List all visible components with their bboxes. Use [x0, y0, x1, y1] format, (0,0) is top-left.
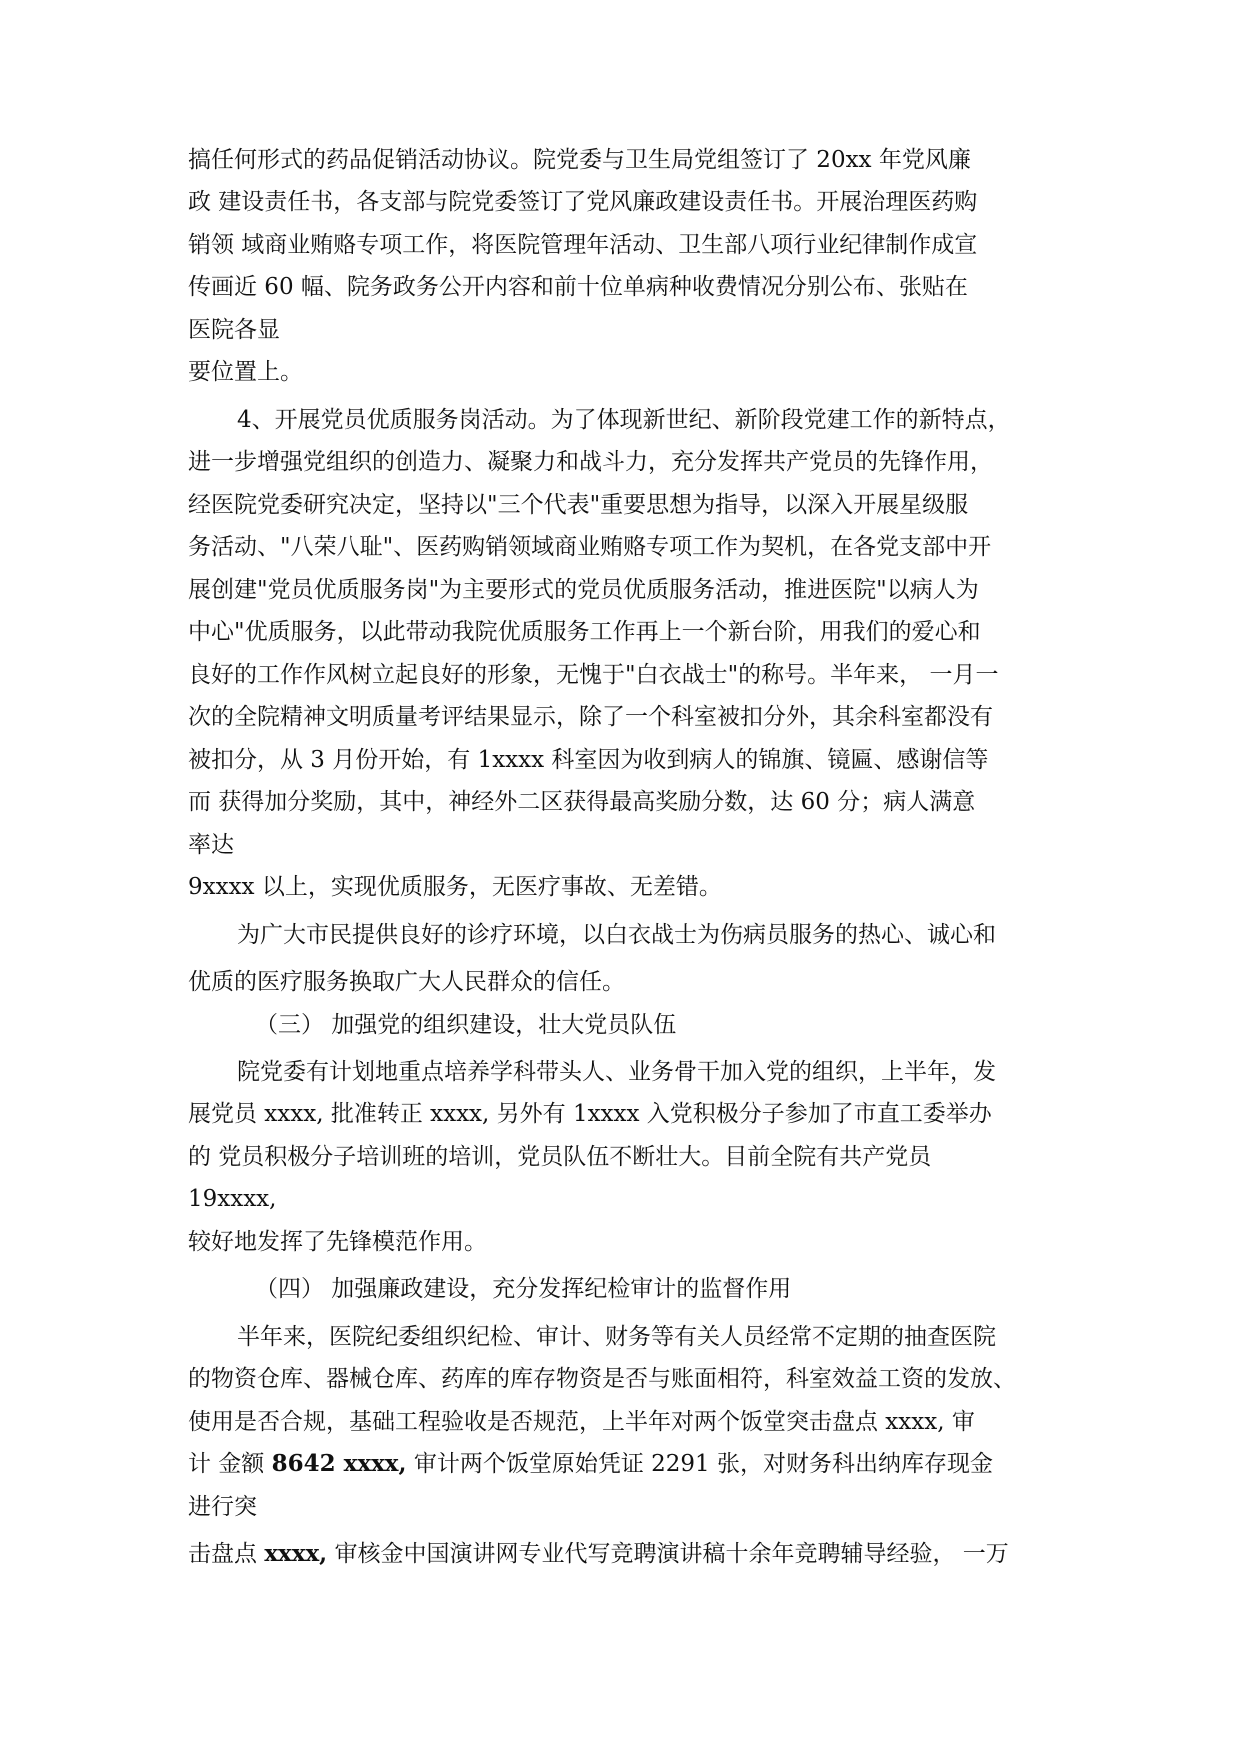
paragraph-line: 展党员 xxxx, 批准转正 xxxx, 另外有 1xxxx 入党积极分子参加了市直工委举办 [188, 1101, 992, 1127]
paragraph-line: 进行突 [188, 1494, 257, 1520]
paragraph-line: 医院各显 [188, 317, 280, 343]
paragraph-line: 院党委有计划地重点培养学科带头人、业务骨干加入党的组织，上半年，发 [237, 1059, 996, 1085]
paragraph-line: 经医院党委研究决定，坚持以"三个代表"重要思想为指导，以深入开展星级服 [188, 492, 969, 518]
paragraph-line: 搞任何形式的药品促销活动协议。院党委与卫生局党组签订了 20xx 年党风廉 [188, 147, 971, 173]
paragraph-line: 使用是否合规，基础工程验收是否规范，上半年对两个饭堂突击盘点 xxxx, 审 [188, 1409, 975, 1435]
paragraph-line: 的 党员积极分子培训班的培训，党员队伍不断壮大。目前全院有共产党员 [188, 1144, 932, 1170]
paragraph-line: 要位置上。 [188, 359, 303, 385]
paragraph-line: 展创建"党员优质服务岗"为主要形式的党员优质服务活动，推进医院"以病人为 [188, 577, 979, 603]
bold-amount: xxxx, [264, 1540, 328, 1567]
paragraph-line: 率达 [188, 832, 234, 858]
line-text: 审核金中国演讲网专业代写竞聘演讲稿十余年竞聘辅导经验， 一万 [327, 1541, 1009, 1567]
paragraph-line: 半年来，医院纪委组织纪检、审计、财务等有关人员经常不定期的抽查医院 [237, 1324, 996, 1350]
line-text: 审计两个饭堂原始凭证 2291 张，对财务科出纳库存现金 [406, 1451, 993, 1477]
paragraph-line: 传画近 60 幅、院务政务公开内容和前十位单病种收费情况分别公布、张贴在 [188, 274, 968, 300]
paragraph-line: 而 获得加分奖励，其中，神经外二区获得最高奖励分数，达 60 分；病人满意 [188, 789, 976, 815]
paragraph-line: 良好的工作作风树立起良好的形象，无愧于"白衣战士"的称号。半年来， 一月一 [188, 662, 999, 688]
line-text: 击盘点 [188, 1541, 265, 1567]
paragraph-line: 的物资仓库、器械仓库、药库的库存物资是否与账面相符，科室效益工资的发放、 [188, 1366, 1016, 1392]
bold-amount: 8642 xxxx, [271, 1450, 407, 1477]
paragraph-line: 销领 域商业贿赂专项工作，将医院管理年活动、卫生部八项行业纪律制作成宣 [188, 232, 978, 258]
paragraph-line: 政 建设责任书，各支部与院党委签订了党风廉政建设责任书。开展治理医药购 [188, 189, 978, 215]
paragraph-line: 19xxxx, [188, 1186, 277, 1212]
paragraph-line [188, 1540, 1009, 1568]
paragraph-line: 为广大市民提供良好的诊疗环境，以白衣战士为伤病员服务的热心、诚心和 [237, 922, 996, 948]
line-text: 计 金额 [188, 1451, 272, 1477]
paragraph-line: 次的全院精神文明质量考评结果显示，除了一个科室被扣分外，其余科室都没有 [188, 704, 993, 730]
paragraph-line: 优质的医疗服务换取广大人民群众的信任。 [188, 969, 625, 995]
paragraph-line: 4、开展党员优质服务岗活动。为了体现新世纪、新阶段党建工作的新特点， [237, 407, 1011, 433]
paragraph-line: 务活动、"八荣八耻"、医药购销领域商业贿赂专项工作为契机，在各党支部中开 [188, 534, 992, 560]
paragraph-line: 9xxxx 以上，实现优质服务，无医疗事故、无差错。 [188, 874, 722, 900]
section-heading: （三） 加强党的组织建设，壮大党员队伍 [255, 1012, 677, 1038]
paragraph-line: 被扣分，从 3 月份开始，有 1xxxx 科室因为收到病人的锦旗、镜匾、感谢信等 [188, 747, 989, 773]
paragraph-line: 进一步增强党组织的创造力、凝聚力和战斗力，充分发挥共产党员的先锋作用， [188, 449, 993, 475]
paragraph-line: 较好地发挥了先锋模范作用。 [188, 1229, 487, 1255]
paragraph-line: 中心"优质服务，以此带动我院优质服务工作再上一个新台阶，用我们的爱心和 [188, 619, 981, 645]
section-heading: （四） 加强廉政建设，充分发挥纪检审计的监督作用 [255, 1276, 792, 1302]
paragraph-line [188, 1450, 993, 1478]
